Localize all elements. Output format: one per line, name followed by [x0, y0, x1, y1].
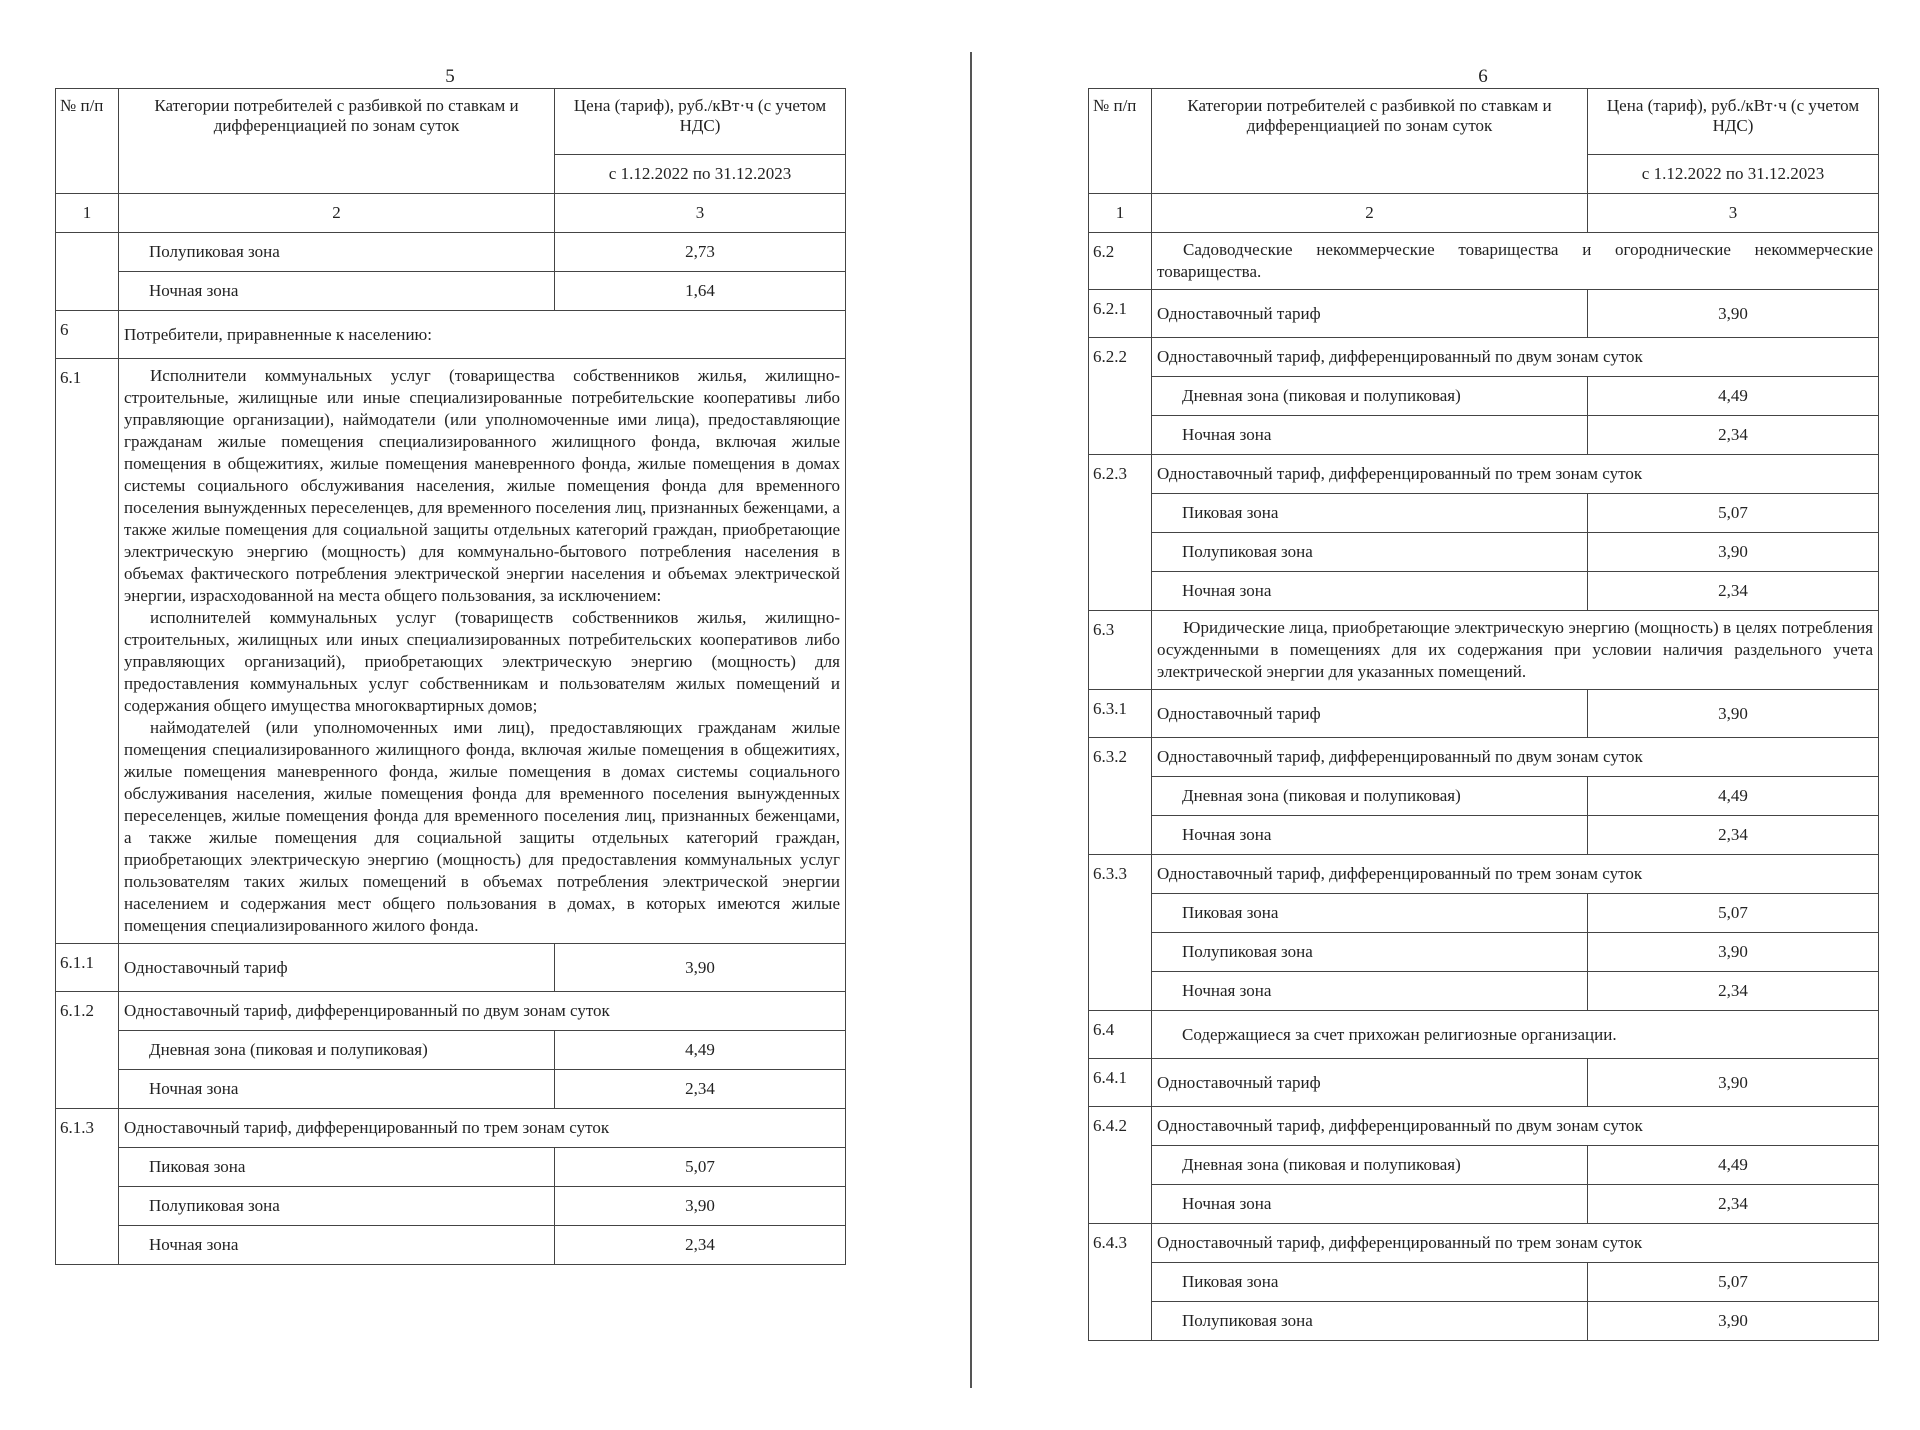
tariff-value: 3,90: [1588, 1302, 1879, 1341]
row-num: 6.1.1: [56, 944, 119, 992]
row-num: 6.2.2: [1089, 338, 1152, 455]
tariff-label: Одноставочный тариф, дифференцированный по двум зонам суток: [1152, 738, 1879, 777]
header-price: Цена (тариф), руб./кВт·ч (с учетом НДС): [555, 89, 846, 155]
tariff-value: 4,49: [1588, 377, 1879, 416]
header-category: Категории потребителей с разбивкой по ставкам и дифференциацией по зонам суток: [1152, 89, 1588, 194]
zone-label: Полупиковая зона: [1152, 933, 1588, 972]
paragraph: Исполнители коммунальных услуг (товарищества собственников жилья, жилищно-строительные, жилищные или иные специализированные потребительские кооперативы либо управляющие организации), наймодатели (или уполномоченные ими лица), предоставляющие гражданам жилые помещения специализированного жилищного фонда, включая жилые помещения в общежитиях, жилые помещения маневренного фонда, жилые помещения в домах системы социального обслуживания населения, жилые помещения фонда для временного поселения вынужденных переселенцев, для временного поселения лиц, признанных беженцами, а также жилые помещения для социальной защиты отдельных категорий граждан, приобретающие электрическую энергию (мощность) для коммунально-бытового потребления населения в объемах фактического потребления электрической энергии населения и объемах электрической энергии, израсходованной на места общего пользования, за исключением:: [124, 366, 840, 605]
row-num: 6.1: [56, 359, 119, 944]
tariff-label: Одноставочный тариф, дифференцированный по трем зонам суток: [119, 1109, 846, 1148]
tariff-label: Одноставочный тариф, дифференцированный по трем зонам суток: [1152, 1224, 1879, 1263]
tariff-value: 2,34: [1588, 972, 1879, 1011]
header-period: с 1.12.2022 по 31.12.2023: [555, 155, 846, 194]
row-num: 6.4.3: [1089, 1224, 1152, 1341]
zone-label: Пиковая зона: [1152, 494, 1588, 533]
tariff-value: 2,34: [1588, 816, 1879, 855]
tariff-value: 4,49: [1588, 777, 1879, 816]
index-cell: 2: [119, 194, 555, 233]
tariff-value: 2,34: [1588, 416, 1879, 455]
zone-label: Полупиковая зона: [1152, 533, 1588, 572]
tariff-label: Одноставочный тариф: [1152, 1059, 1588, 1107]
zone-label: Дневная зона (пиковая и полупиковая): [119, 1031, 555, 1070]
paragraph: исполнителей коммунальных услуг (товариществ собственников жилья, жилищно-строительных, жилищных или иных специализированных потребительских кооперативов либо управляющих организаций), приобретающих электрическую энергию (мощность) для предоставления коммунальных услуг собственникам и пользователям жилых помещений и содержания общего имущества многоквартирных домов;: [124, 608, 840, 715]
tariff-value: 4,49: [555, 1031, 846, 1070]
tariff-value: 1,64: [555, 272, 846, 311]
row-num: 6.1.3: [56, 1109, 119, 1265]
zone-label: Ночная зона: [1152, 1185, 1588, 1224]
zone-label: Дневная зона (пиковая и полупиковая): [1152, 377, 1588, 416]
tariff-value: 2,34: [555, 1070, 846, 1109]
index-cell: 2: [1152, 194, 1588, 233]
tariff-label: Одноставочный тариф, дифференцированный по трем зонам суток: [1152, 855, 1879, 894]
tariff-label: Одноставочный тариф, дифференцированный по двум зонам суток: [119, 992, 846, 1031]
header-category: Категории потребителей с разбивкой по ставкам и дифференциацией по зонам суток: [119, 89, 555, 194]
tariff-value: 5,07: [1588, 894, 1879, 933]
index-cell: 3: [1588, 194, 1879, 233]
tariff-label: Одноставочный тариф, дифференцированный по трем зонам суток: [1152, 455, 1879, 494]
page-number: 6: [1478, 66, 1488, 87]
index-cell: 1: [1089, 194, 1152, 233]
tariff-value: 5,07: [1588, 1263, 1879, 1302]
tariff-label: Одноставочный тариф: [119, 944, 555, 992]
section-label: [1152, 233, 1879, 290]
tariff-value: 2,34: [1588, 572, 1879, 611]
zone-label: Ночная зона: [119, 1070, 555, 1109]
tariff-table: [55, 88, 846, 1265]
zone-label: Ночная зона: [1152, 972, 1588, 1011]
zone-label: Пиковая зона: [1152, 894, 1588, 933]
row-num: 6.2.1: [1089, 290, 1152, 338]
header-num: № п/п: [1089, 89, 1152, 194]
section-label: Потребители, приравненные к населению:: [119, 311, 846, 359]
index-cell: 3: [555, 194, 846, 233]
zone-label: Ночная зона: [1152, 416, 1588, 455]
row-num: 6.4.2: [1089, 1107, 1152, 1224]
row-num: 6.4: [1089, 1011, 1152, 1059]
zone-label: Полупиковая зона: [1152, 1302, 1588, 1341]
row-num: 6.4.1: [1089, 1059, 1152, 1107]
row-num: 6.2.3: [1089, 455, 1152, 611]
tariff-label: Одноставочный тариф, дифференцированный по двум зонам суток: [1152, 1107, 1879, 1146]
section-label: [1152, 611, 1879, 690]
row-num: 6.2: [1089, 233, 1152, 290]
row-num: 6.3.3: [1089, 855, 1152, 1011]
tariff-label: Одноставочный тариф: [1152, 290, 1588, 338]
tariff-value: 4,49: [1588, 1146, 1879, 1185]
tariff-value: 5,07: [1588, 494, 1879, 533]
page-number: 5: [445, 66, 455, 87]
page-right: [1088, 66, 1878, 1341]
tariff-label: Одноставочный тариф: [1152, 690, 1588, 738]
row-num: 6.1.2: [56, 992, 119, 1109]
tariff-value: 3,90: [1588, 933, 1879, 972]
zone-label: Ночная зона: [119, 272, 555, 311]
page-left: [55, 66, 845, 1265]
zone-label: Дневная зона (пиковая и полупиковая): [1152, 777, 1588, 816]
paragraph: наймодателей (или уполномоченных ими лиц), предоставляющих гражданам жилые помещения специализированного жилищного фонда, включая жилые помещения в общежитиях, жилые помещения маневренного фонда, жилые помещения в домах системы социального обслуживания населения, жилые помещения фонда для временного поселения вынужденных переселенцев, жилые помещения фонда для временного поселения лиц, признанных беженцами, а также жилые помещения для социальной защиты отдельных категорий граждан, приобретающих электрическую энергию (мощность) для предоставления коммунальных услуг пользователям таких жилых помещений в объемах потребления электрической энергии населением и содержания мест общего пользования в домах, в которых имеются жилые помещения специализированного жилого фонда.: [124, 718, 840, 935]
zone-label: Полупиковая зона: [119, 233, 555, 272]
tariff-value: 3,90: [1588, 533, 1879, 572]
paragraph: Садоводческие некоммерческие товарищества и огороднические некоммерческие товарищества.: [1157, 240, 1873, 281]
zone-label: Пиковая зона: [119, 1148, 555, 1187]
tariff-value: 2,73: [555, 233, 846, 272]
paragraph: Юридические лица, приобретающие электрическую энергию (мощность) в целях потребления осужденными в помещениях для их содержания при условии наличия раздельного учета электрической энергии для указанных помещений.: [1157, 618, 1873, 681]
tariff-label: Одноставочный тариф, дифференцированный по двум зонам суток: [1152, 338, 1879, 377]
header-num: № п/п: [56, 89, 119, 194]
row-num: 6: [56, 311, 119, 359]
tariff-value: 3,90: [1588, 690, 1879, 738]
tariff-value: 3,90: [1588, 1059, 1879, 1107]
zone-label: Ночная зона: [1152, 572, 1588, 611]
zone-label: Пиковая зона: [1152, 1263, 1588, 1302]
zone-label: Дневная зона (пиковая и полупиковая): [1152, 1146, 1588, 1185]
tariff-value: 3,90: [555, 944, 846, 992]
zone-label: Полупиковая зона: [119, 1187, 555, 1226]
section-description: [119, 359, 846, 944]
tariff-value: 2,34: [555, 1226, 846, 1265]
header-period: с 1.12.2022 по 31.12.2023: [1588, 155, 1879, 194]
row-num: 6.3.1: [1089, 690, 1152, 738]
section-label: Содержащиеся за счет прихожан религиозные организации.: [1152, 1011, 1879, 1059]
page-divider: [970, 52, 972, 1388]
zone-label: Ночная зона: [1152, 816, 1588, 855]
row-num: [56, 233, 119, 311]
tariff-value: 2,34: [1588, 1185, 1879, 1224]
header-price: Цена (тариф), руб./кВт·ч (с учетом НДС): [1588, 89, 1879, 155]
tariff-value: 3,90: [555, 1187, 846, 1226]
zone-label: Ночная зона: [119, 1226, 555, 1265]
row-num: 6.3: [1089, 611, 1152, 690]
tariff-value: 5,07: [555, 1148, 846, 1187]
index-cell: 1: [56, 194, 119, 233]
tariff-value: 3,90: [1588, 290, 1879, 338]
row-num: 6.3.2: [1089, 738, 1152, 855]
tariff-table: [1088, 88, 1879, 1341]
